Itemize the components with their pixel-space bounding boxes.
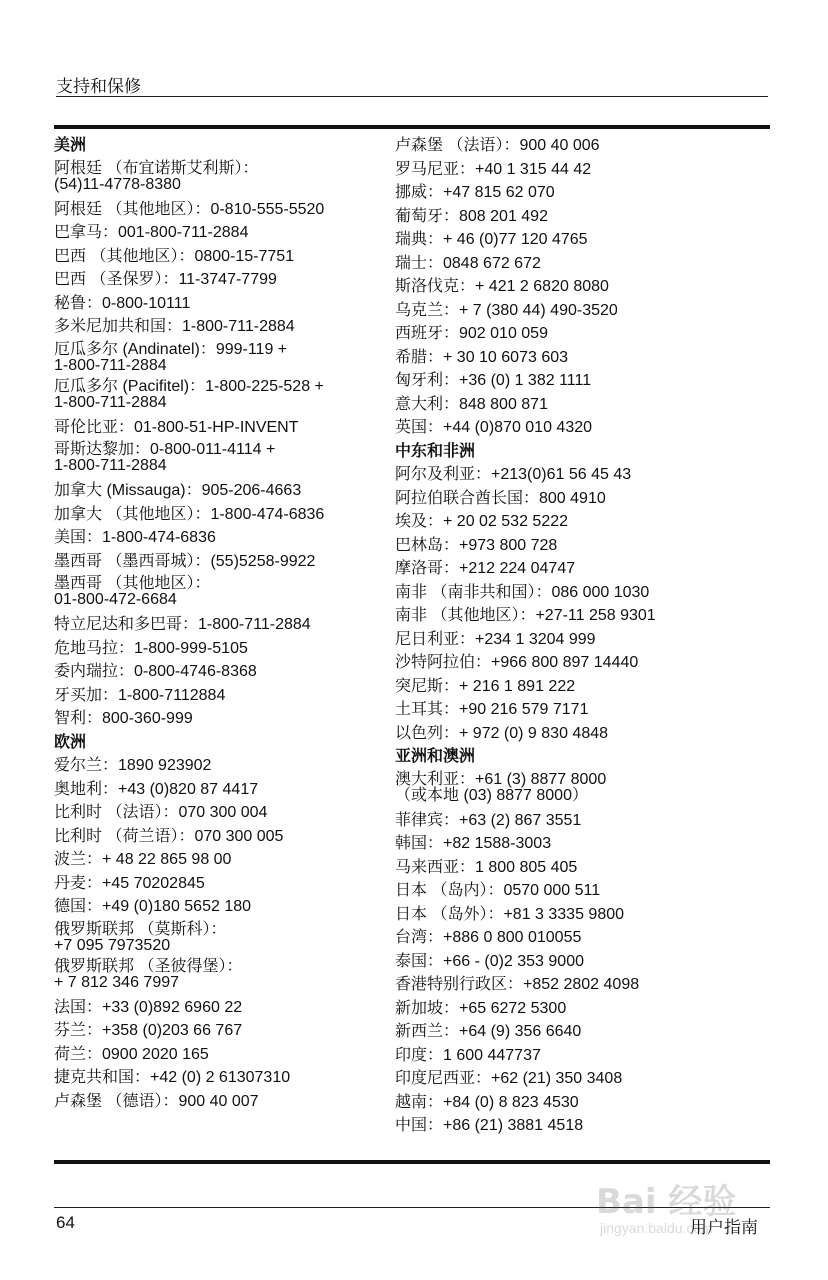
contact-entry: 日本 （岛内）：0570 000 511 (395, 882, 601, 899)
contact-entry: 匈牙利：+36 (0) 1 382 1111 (395, 372, 592, 389)
section-heading: 中东和非洲 (395, 442, 476, 460)
contact-entry: 丹麦：+45 70202845 (54, 874, 205, 892)
contact-entry: 马来西亚：1 800 805 405 (395, 858, 578, 876)
running-header: 支持和保修 (56, 77, 141, 96)
contact-entry: 突尼斯：+ 216 1 891 222 (395, 677, 576, 695)
contact-entry: 摩洛哥：+212 224 04747 (395, 560, 576, 577)
contact-entry: 爱尔兰：1890 923902 (54, 757, 212, 774)
contact-entry: 斯洛伐克：+ 421 2 6820 8080 (395, 278, 609, 295)
section-heading: 亚洲和澳洲 (395, 748, 476, 765)
contact-entry: 厄瓜多尔 (Pacifitel)：1-800-225-528 + 1-800-711-2884 (54, 377, 324, 411)
contact-entry: 巴西 （其他地区）：0800-15-7751 (54, 247, 295, 265)
contact-entry: 加拿大 （其他地区）：1-800-474-6836 (54, 505, 325, 523)
contact-entry: 沙特阿拉伯：+966 800 897 14440 (395, 654, 639, 671)
contact-entry: 哥斯达黎加：0-800-011-4114 + 1-800-711-2884 (54, 441, 276, 474)
bottom-thick-rule (54, 1160, 770, 1164)
contact-entry: 波兰：+ 48 22 865 98 00 (54, 851, 232, 868)
contact-entry: 新加坡：+65 6272 5300 (395, 999, 567, 1017)
contact-entry: 菲律宾：+63 (2) 867 3551 (395, 811, 582, 829)
contact-entry: 葡萄牙：808 201 492 (395, 207, 548, 225)
contact-entry: 卢森堡 （德语）：900 40 007 (54, 1092, 259, 1110)
contact-entry: 英国：+44 (0)870 010 4320 (395, 419, 593, 436)
contact-entry: 罗马尼亚：+40 1 315 44 42 (395, 160, 592, 178)
contact-entry: 危地马拉：1-800-999-5105 (54, 639, 248, 657)
watermark-url: jingyan.baidu.com (600, 1220, 713, 1236)
contact-entry: 意大利：848 800 871 (395, 395, 548, 413)
contact-entry: 韩国：+82 1588-3003 (395, 835, 552, 852)
contact-entry: 日本 （岛外）：+81 3 3335 9800 (395, 905, 625, 923)
contact-entry: 香港特别行政区：+852 2802 4098 (395, 976, 640, 993)
contact-entry: 美国：1-800-474-6836 (54, 529, 216, 546)
contact-entry: 瑞典：+ 46 (0)77 120 4765 (395, 231, 588, 248)
contact-entry: 智利：800-360-999 (54, 710, 193, 727)
contact-entry: 西班牙：902 010 059 (395, 325, 548, 342)
header-rule (56, 96, 768, 97)
contact-entry: 巴拿马：001-800-711-2884 (54, 224, 249, 241)
contact-entry: 比利时 （荷兰语）：070 300 005 (54, 827, 284, 845)
contact-entry: 墨西哥 （墨西哥城）：(55)5258-9922 (54, 552, 316, 570)
contact-entry: 比利时 （法语）：070 300 004 (54, 804, 268, 821)
contact-entry: 牙买加：1-800-7112884 (54, 686, 226, 704)
contact-entry: 多米尼加共和国：1-800-711-2884 (54, 318, 295, 335)
contact-entry: 德国：+49 (0)180 5652 180 (54, 898, 252, 915)
contact-entry: 台湾：+886 0 800 010055 (395, 929, 582, 946)
contact-entry: 芬兰：+358 (0)203 66 767 (54, 1022, 243, 1039)
contact-entry: 越南：+84 (0) 8 823 4530 (395, 1093, 579, 1111)
contact-entry: 埃及：+ 20 02 532 5222 (395, 513, 569, 530)
contact-entry: 土耳其：+90 216 579 7171 (395, 701, 589, 718)
contact-entry: 法国：+33 (0)892 6960 22 (54, 998, 243, 1016)
contact-entry: 特立尼达和多巴哥：1-800-711-2884 (54, 616, 311, 633)
contact-entry: 墨西哥 （其他地区）： 01-800-472-6684 (54, 575, 211, 608)
left-contact-column (54, 134, 389, 1113)
contact-entry: 俄罗斯联邦 （圣彼得堡）： + 7 812 346 7997 (54, 957, 243, 991)
contact-entry: 阿拉伯联合酋长国：800 4910 (395, 489, 606, 507)
contact-entry: 捷克共和国：+42 (0) 2 61307310 (54, 1069, 291, 1086)
contact-entry: 新西兰：+64 (9) 356 6640 (395, 1023, 582, 1040)
right-contact-column (395, 134, 730, 1138)
top-thick-rule (54, 125, 770, 129)
contact-entry: 哥伦比亚：01-800-51-HP-INVENT (54, 418, 299, 436)
contact-entry: 巴林岛：+973 800 728 (395, 536, 558, 554)
contact-entry: 尼日利亚：+234 1 3204 999 (395, 630, 596, 648)
contact-entry: 阿根廷 （布宜诺斯艾利斯）： (54)11-4778-8380 (54, 159, 259, 193)
contact-entry: 巴西 （圣保罗）：11-3747-7799 (54, 271, 277, 288)
contact-entry: 希腊：+ 30 10 6073 603 (395, 348, 569, 366)
contact-entry: 瑞士：0848 672 672 (395, 254, 541, 272)
footer-guide-label: 用户指南 (690, 1218, 758, 1237)
section-heading: 欧洲 (54, 733, 87, 751)
contact-entry: 俄罗斯联邦 （莫斯科）： +7 095 7973520 (54, 920, 227, 954)
contact-entry: 阿根廷 （其他地区）：0-810-555-5520 (54, 200, 325, 218)
contact-entry: 加拿大 (Missauga)：905-206-4663 (54, 482, 302, 499)
watermark-logo: Bai 经验 (596, 1182, 737, 1222)
contact-entry: 挪威：+47 815 62 070 (395, 184, 555, 201)
contact-entry: 中国：+86 (21) 3881 4518 (395, 1117, 584, 1134)
contact-entry: 泰国：+66 - (0)2 353 9000 (395, 952, 584, 970)
contact-entry: 厄瓜多尔 (Andinatel)：999-119 + 1-800-711-2884 (54, 340, 288, 374)
contact-entry: 澳大利亚：+61 (3) 8877 8000 （或本地 (03) 8877 8000） (395, 770, 607, 804)
contact-entry: 乌克兰：+ 7 (380 44) 490-3520 (395, 301, 618, 319)
contact-entry: 荷兰：0900 2020 165 (54, 1045, 209, 1063)
contact-entry: 奥地利：+43 (0)820 87 4417 (54, 780, 259, 798)
contact-entry: 南非 （其他地区）：+27-11 258 9301 (395, 607, 656, 624)
contact-entry: 委内瑞拉：0-800-4746-8368 (54, 663, 257, 680)
contact-entry: 阿尔及利亚：+213(0)61 56 45 43 (395, 466, 632, 483)
contact-entry: 以色列：+ 972 (0) 9 830 4848 (395, 724, 609, 742)
contact-entry: 秘鲁：0-800-10111 (54, 294, 191, 312)
page-number: 64 (56, 1213, 75, 1232)
contact-entry: 印度尼西亚：+62 (21) 350 3408 (395, 1070, 623, 1087)
contact-entry: 印度：1 600 447737 (395, 1046, 541, 1064)
section-heading: 美洲 (54, 137, 87, 154)
footer-rule (54, 1207, 770, 1208)
contact-entry: 南非 （南非共和国）：086 000 1030 (395, 583, 650, 601)
contact-entry: 卢森堡 （法语）：900 40 006 (395, 137, 600, 154)
